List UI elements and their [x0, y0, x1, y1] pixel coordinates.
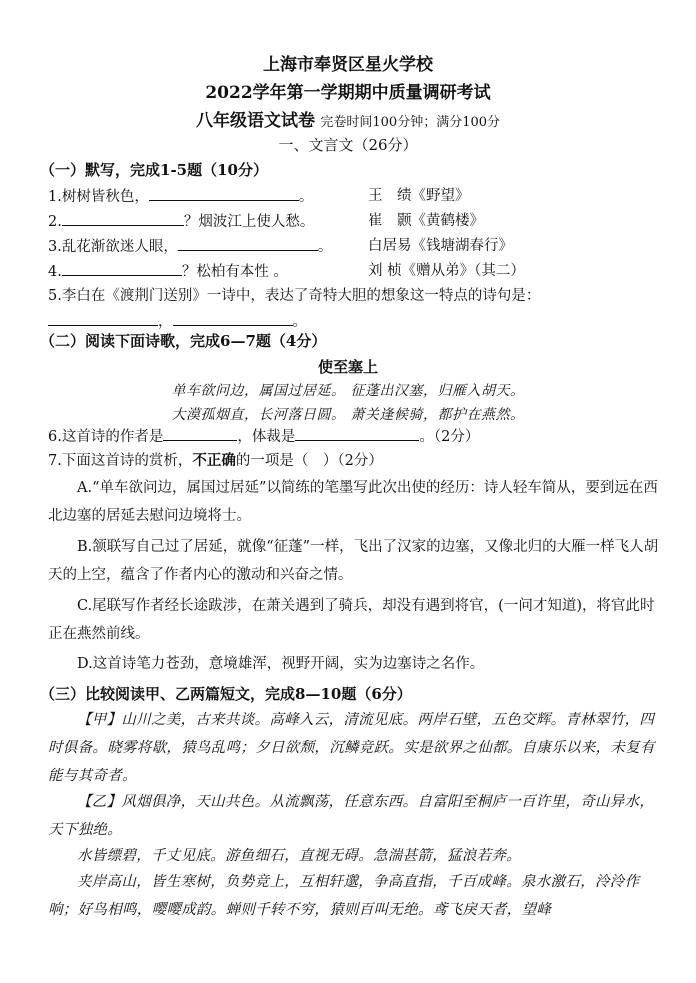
q6-blank-1[interactable] [163, 426, 237, 441]
school-name: 上海市奉贤区星火学校 [263, 55, 433, 75]
q4-author: 刘 桢《赠从弟》（其二） [368, 263, 525, 279]
paper-name: 八年级语文试卷 [195, 111, 315, 131]
option-d: D.这首诗笔力苍劲，意境雄浑，视野开阔，实为边塞诗之名作。 [77, 656, 485, 672]
q3-author: 白居易《钱塘湖春行》 [368, 238, 513, 254]
q2-prefix: 2. [48, 214, 62, 230]
option-a: A.“单车欲问边，属国过居延”以简练的笔墨写此次出使的经历：诗人轻车简从，要到远在西北边塞的居延去慰问边境将士。 [48, 480, 658, 524]
question-2 [48, 211, 660, 232]
option-b: B.颔联写自己过了居延，就像“征蓬”一样，飞出了汉家的边塞，又像北归的大雁一样飞人胡天的上空，蕴含了作者内心的激动和兴奋之情。 [48, 539, 659, 583]
q1-blank[interactable] [149, 186, 299, 201]
q6-part-a: 6.这首诗的作者是 [48, 429, 164, 445]
paper-note: 完卷时间100分钟；满分100分 [320, 115, 501, 130]
question-4 [48, 261, 660, 282]
question-5-answer [48, 311, 660, 332]
q3-prefix: 3.乱花渐欲迷人眼， [48, 239, 178, 255]
q6-blank-2[interactable] [295, 426, 419, 441]
q4-prefix: 4. [48, 264, 62, 280]
exam-title: 2022学年第一学期期中质量调研考试 [205, 83, 491, 103]
passage-yi-1: 【乙】风烟俱净，天山共色。从流飘荡，任意东西。自富阳至桐庐一百许里，奇山异水，天下独绝。 [48, 794, 655, 838]
passage-yi-3: 夹岸高山，皆生寒树，负势竞上，互相轩邈，争高直指，千百成峰。泉水激石，泠泠作响；好鸟相鸣，嘤嘤成韵。蝉则千转不穷，猿则百叫无绝。鸢飞戾天者，望峰 [48, 874, 640, 918]
q1-suffix: 。 [298, 189, 314, 205]
q5-blank-2[interactable] [173, 311, 293, 326]
question-5: 5.李白在《渡荆门送别》一诗中，表达了奇特大胆的想象这一特点的诗句是： [48, 288, 541, 304]
section3-title: （三）比较阅读甲、乙两篇短文，完成8—10题（6分） [40, 685, 412, 703]
q1-author: 王 绩《野望》 [368, 188, 470, 204]
part-title: 一、文言文（26分） [278, 136, 418, 154]
question-1 [48, 186, 660, 207]
question-3 [48, 236, 660, 257]
paper-title [0, 106, 696, 131]
question-7 [48, 451, 660, 471]
q3-blank[interactable] [178, 236, 318, 251]
q2-blank[interactable] [62, 211, 184, 226]
passage-yi-2: 水皆缥碧，千丈见底。游鱼细石，直视无碍。急湍甚箭，猛浪若奔。 [77, 848, 521, 864]
q2-suffix: ？烟波江上使人愁。 [183, 214, 315, 230]
q4-suffix: ？松柏有本性 。 [181, 264, 288, 280]
q1-prefix: 1.树树皆秋色， [48, 189, 149, 205]
q7-part-a: 7.下面这首诗的赏析， [48, 453, 193, 469]
poem-line-2: 大漠孤烟直，长河落日圆。 萧关逢候骑，都护在燕然。 [171, 407, 525, 423]
option-c: C.尾联写作者经长途跋涉，在萧关遇到了骑兵，却没有遇到将官，(一问才知道)，将官此时正在燕然前线。 [48, 598, 655, 642]
q5-blank-1[interactable] [48, 311, 158, 326]
q5-separator: ， [158, 314, 173, 330]
q5-end: 。 [292, 314, 307, 330]
passage-jia: 【甲】山川之美，古来共谈。高峰入云，清流见底。两岸石壁，五色交辉。青林翠竹，四时俱备。晓雾将歇，猿鸟乱鸣；夕日欲颓，沉鳞竞跃。实是欲界之仙都。自康乐以来，未复有能与其奇者。 [48, 712, 655, 784]
q7-emphasis: 不正确 [192, 452, 236, 469]
q7-part-c: 的一项是（ ）（2分） [235, 453, 383, 469]
question-6 [48, 426, 660, 447]
q6-part-c: 。（2分） [419, 429, 480, 445]
q3-suffix: 。 [317, 239, 333, 255]
section2-title: （二）阅读下面诗歌，完成6—7题（4分） [40, 332, 327, 350]
q4-blank[interactable] [62, 261, 182, 276]
q2-author: 崔 颢《黄鹤楼》 [368, 213, 484, 229]
poem-line-1: 单车欲问边，属国过居延。 征蓬出汉塞，归雁入胡天。 [171, 383, 525, 399]
section1-title: （一）默写，完成1-5题（10分） [40, 161, 268, 179]
poem-title: 使至塞上 [317, 358, 378, 376]
q6-part-b: ，体裁是 [237, 429, 296, 445]
